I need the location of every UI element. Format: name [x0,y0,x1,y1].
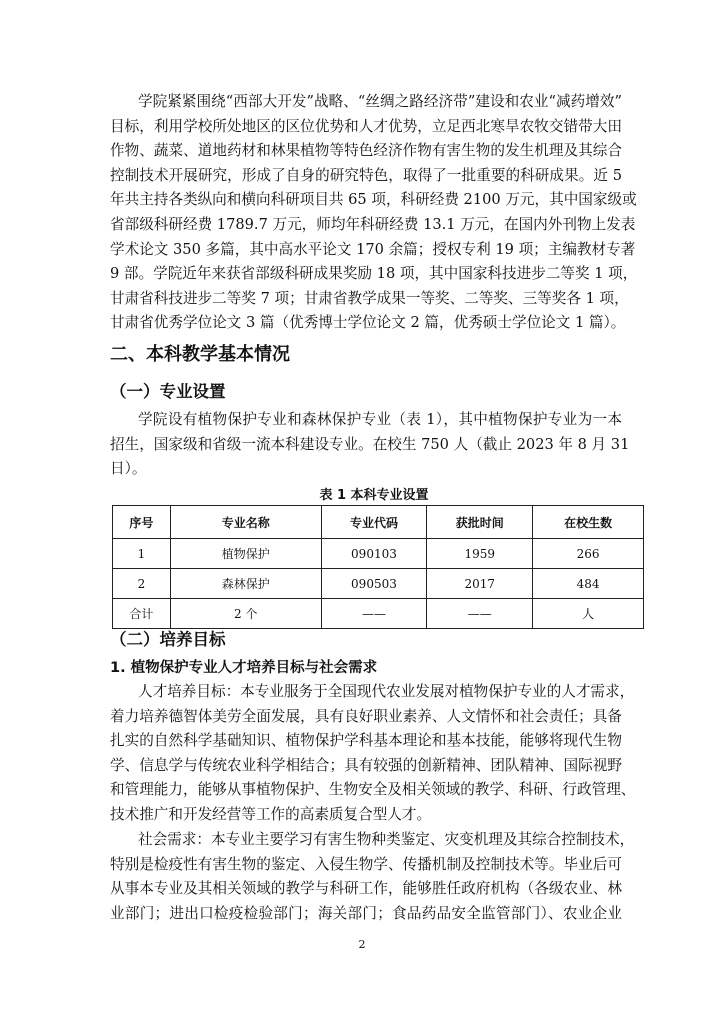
table-header-cell: 专业名称 [170,506,321,539]
intro-line-5: 年共主持各类纵向和横向科研项目共 65 项，科研经费 2100 万元，其中国家级或 [110,191,637,209]
subsection-heading-training-goals: （二）培养目标 [110,630,226,649]
major-line-1: 学院设有植物保护专业和森林保护专业（表 1），其中植物保护专业为一本 [138,411,622,428]
goal-line-6: 技术推广和开发经营等工作的高素质复合型人才。 [110,805,432,823]
table-row [113,539,644,569]
page-number: 2 [358,938,366,951]
table-cell: 1 [113,539,171,569]
major-table [112,505,644,629]
intro-paragraph [110,90,638,336]
table-cell: 090503 [321,569,427,599]
table-cell: —— [427,599,533,629]
subsection-heading-major-setup: （一）专业设置 [110,382,226,401]
table-row [113,569,644,599]
demand-line-3: 从事本专业及其相关领域的教学与科研工作，能够胜任政府机构（各级农业、林 [110,880,622,898]
table-cell: 090103 [321,539,427,569]
intro-line-6: 省部级科研经费 1789.7 万元，师均年科研经费 13.1 万元，在国内外刊物上发表 [110,215,636,233]
table-cell: 2 个 [170,599,321,629]
intro-line-7: 学术论文 350 多篇，其中高水平论文 170 余篇；授权专利 19 项；主编教材专著 [110,240,636,258]
table-cell: 植物保护 [170,539,321,569]
table-cell: 合计 [113,599,171,629]
goal-line-3: 扎实的自然科学基础知识、植物保护学科基本理论和基本技能，能够将现代生物 [110,732,622,750]
table-cell: 人 [533,599,644,629]
intro-line-4: 控制技术开展研究，形成了自身的研究特色，取得了一批重要的科研成果。近 5 [110,166,622,184]
intro-line-3: 作物、蔬菜、道地药材和林果植物等特色经济作物有害生物的发生机理及其综合 [110,142,622,160]
table-cell: 2 [113,569,171,599]
goal-line-2: 着力培养德智体美劳全面发展，具有良好职业素养、人文情怀和社会责任；具备 [110,707,622,725]
table-caption: 表 1 本科专业设置 [319,488,429,503]
social-demand-paragraph [110,828,635,926]
sub-subsection-heading: 1. 植物保护专业人才培养目标与社会需求 [110,660,378,676]
intro-line-10: 甘肃省优秀学位论文 3 篇（优秀博士学位论文 2 篇，优秀硕士学位论文 1 篇）。 [110,314,626,332]
table-cell: 1959 [427,539,533,569]
intro-line-1: 学院紧紧围绕“西部大开发”战略、“丝绸之路经济带”建设和农业“减药增效” [138,93,622,110]
intro-line-8: 9 部。学院近年来获省部级科研成果奖励 18 项，其中国家科技进步二等奖 1 项， [110,265,638,283]
demand-line-4: 业部门；进出口检疫检验部门；海关部门；食品药品安全监管部门）、农业企业 [110,904,622,922]
table-cell: 2017 [427,569,533,599]
major-setup-paragraph [110,408,630,482]
major-line-3: 日）。 [110,460,147,478]
table-total-row [113,599,644,629]
demand-line-1: 社会需求：本专业主要学习有害生物种类鉴定、灾变机理及其综合控制技术， [138,831,635,848]
table-header-cell: 专业代码 [321,506,427,539]
major-line-2: 招生，国家级和省级一流本科建设专业。在校生 750 人（截止 2023 年 8 月 31 [110,435,630,453]
table-header-cell: 获批时间 [427,506,533,539]
goal-line-1: 人才培养目标：本专业服务于全国现代农业发展对植物保护专业的人才需求， [138,683,635,700]
demand-line-2: 特别是检疫性有害生物的鉴定、入侵生物学、传播机制及控制技术等。毕业后可 [110,855,622,873]
goal-line-4: 学、信息学与传统农业科学相结合；具有较强的创新精神、团队精神、国际视野 [110,756,622,774]
intro-line-9: 甘肃省科技进步二等奖 7 项；甘肃省教学成果一等奖、二等奖、三等奖各 1 项， [110,289,629,307]
table-cell: 484 [533,569,644,599]
training-goal-paragraph [110,680,636,828]
intro-line-2: 目标，利用学校所处地区的区位优势和人才优势，立足西北寒旱农牧交错带大田 [110,117,622,135]
table-header-cell: 序号 [113,506,171,539]
section-heading: 二、本科教学基本情况 [110,344,290,365]
table-cell: 森林保护 [170,569,321,599]
table-cell: —— [321,599,427,629]
table-header-cell: 在校生数 [533,506,644,539]
goal-line-5: 和管理能力，能够从事植物保护、生物安全及相关领域的教学、科研、行政管理、 [110,781,636,799]
table-cell: 266 [533,539,644,569]
table-header-row [113,506,644,539]
